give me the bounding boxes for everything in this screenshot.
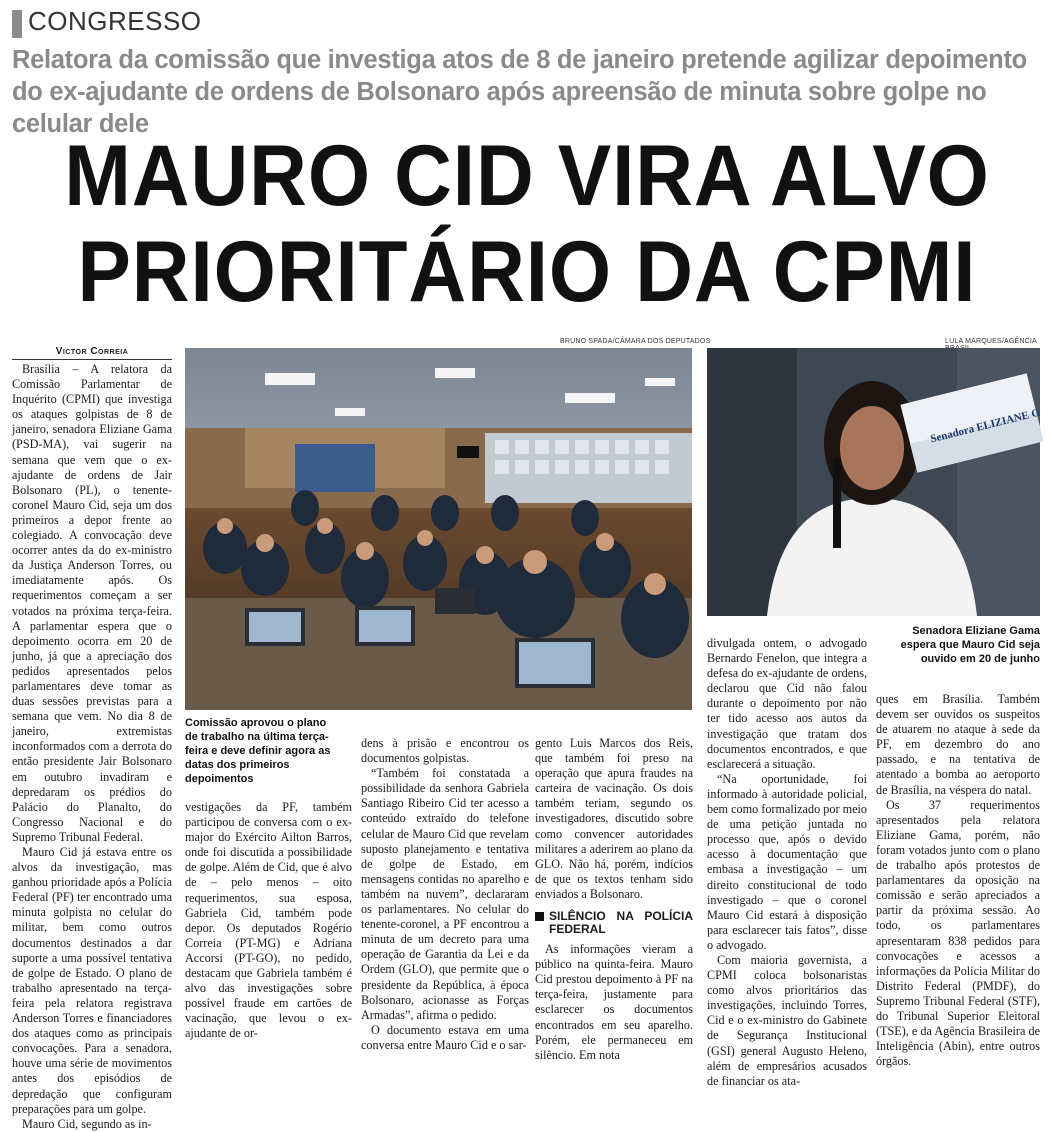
paragraph: gento Luis Marcos dos Reis, que também foi preso na operação que apura fraudes na carteira de vacinação. Os dois também teriam, segundo os investigadores, discutido sobre como convencer autoridades militares a aderirem ao plano da GLO. Não há, porém, indícios de que os textos tenham sido enviados a Bolsonaro. (535, 736, 693, 901)
paragraph: “Também foi constatada a possibilidade da senhora Gabriela Santiago Ribeiro Cid ter acesso a conteúdo extraído do telefone celular de Mauro Cid que revelam suposto planejamento e tentativa de golpe de Estado, em mensagens contidas no aparelho e também na nuvem”, declararam os parlamentares. No celular do tenente-coronel, a PF encontrou a minuta de um decreto para uma operação de Garantia da Lei e da Ordem (GLO), que permite que o presidente da República, à época Bolsonaro, acionasse as Forças Armadas”, afirma o pedido. (361, 766, 529, 1022)
main-photo-credit: BRUNO SPADA/CÂMARA DOS DEPUTADOS (560, 338, 711, 345)
deck-subtitle: Relatora da comissão que investiga atos de 8 de janeiro pretende agilizar depoimento do ex-ajudante de ordens de Bolsonaro após apreensão de minuta sobre golpe no celular dele (12, 46, 1027, 138)
article-column-2 (185, 800, 352, 1041)
article-column-5 (707, 636, 867, 1088)
paragraph: dens à prisão e encontrou os documentos golpistas. (361, 736, 529, 766)
paragraph: Com maioria governista, a CPMI coloca bolsonaristas como alvos prioritários das investigações, incluindo Torres, Cid e o ex-ministro do Gabinete de Segurança Institucional (GSI) general Augusto Heleno, além de empresários acusados de financiar os ata- (707, 952, 867, 1088)
paragraph: Os 37 requerimentos apresentados pela relatora Eliziane Gama, porém, não foram votados junto com o plano de trabalho após protestos de parlamentares da oposição na comissão e serão apreciados a partir da próxima sessão. Ao todo, os parlamentares apresentaram 838 pedidos para convocações e acessos a informações da Polícia Militar do Distrito Federal (PMDF), do Supremo Tribunal Federal (STF), do Tribunal Superior Eleitoral (TSE), e da Agência Brasileira de Inteligência (Abin), entre outros órgãos. (876, 797, 1040, 1069)
paragraph: As informações vieram a público na quinta-feira. Mauro Cid prestou depoimento à PF na terça-feira, justamente para esclarecer os documentos encontrados em seu aparelho. Porém, ele permaneceu em silêncio. Em nota (535, 942, 693, 1062)
headline-line-1: MAURO CID VIRA ALVO (64, 128, 990, 224)
paragraph: Mauro Cid, segundo as in- (22, 1116, 152, 1131)
headline-line-2: PRIORITÁRIO DA CPMI (77, 224, 977, 320)
headline (48, 128, 1006, 320)
section-marker (12, 10, 22, 38)
subheading-marker (535, 912, 544, 921)
subheading (535, 910, 693, 936)
main-photo-caption: Comissão aprovou o plano de trabalho na última terça-feira e deve definir agora as datas dos primeiros depoimentos (185, 717, 331, 785)
senator-photo (707, 348, 1040, 616)
paragraph: vestigações da PF, também participou de conversa com o ex-major do Exército Ailton Barros, onde foi discutida a possibilidade de golpe. Além de Cid, que é alvo de – pelo menos – oito requerimentos, sua esposa, Gabriela Cid, também pode depor. Os deputados Rogério Correia (PT-MG) e Adriana Accorsi (PT-GO), no pedido, destacam que Gabriela também é alvo das investigações sobre possível fraude em cartões de vacinação, que levou o ex-ajudante de or- (185, 800, 352, 1041)
section-label: CONGRESSO (28, 6, 202, 36)
paragraph: Brasília – A relatora da Comissão Parlamentar de Inquérito (CPMI) que investiga os ataques golpistas de 8 de janeiro, senadora Eliziane Gama (PSD-MA), vai sugerir na semana que vem que o ex-ajudante de ordens de Jair Bolsonaro (PL), o tenente-coronel Mauro Cid, seja um dos primeiros a depor frente ao colegiado. A convocação deve ocorrer antes da do ex-ministro da Justiça Anderson Torres, ou imediatamente após. Os requerimentos começam a ser votados na próxima terça-feira. A parlamentar espera que o depoimento ocorra em 20 de junho, já que a apreciação dos pedidos apresentados pelos parlamentares deve tomar as duas sessões previstas para a semana que vem. No dia 8 de janeiro, extremistas inconformados com a derrota do então presidente Jair Bolsonaro em outubro invadiram e depredaram os prédios do Palácio do Planalto, do Congresso Nacional e do Supremo Tribunal Federal. (12, 362, 172, 844)
paragraph: O documento estava em uma conversa entre Mauro Cid e o sar- (361, 1022, 529, 1052)
side-photo-caption: Senadora Eliziane Gama espera que Mauro Cid seja ouvido em 20 de junho (900, 625, 1040, 665)
byline: Victor Correia (12, 346, 172, 360)
senator-nameplate: Senadora ELIZIANE G (929, 406, 1042, 446)
side-photo-credit: LULA MARQUES/AGÊNCIA (945, 338, 1037, 345)
paragraph: Mauro Cid já estava entre os alvos da investigação, mas ganhou prioridade após a Polícia Federal (PF) ter encontrado uma minuta golpista no celular do militar, bem como outros documentos destinados a dar suporte a uma possível tentativa de golpe de Estado. O plano de trabalho apresentado na terça-feira pela relatora registrava Anderson Torres e financiadores dos ataques como as principais convocações. Para a senadora, houve uma série de movimentos antes dos episódios de depredação que configuram preparações para um golpe. (12, 845, 172, 1116)
article-column-1 (12, 362, 172, 1131)
paragraph: ques em Brasília. Também devem ser ouvidos os suspeitos de atuarem no ataque à sede da PF, em dezembro do ano passado, e na tentativa de atentado a bomba ao aeroporto de Brasília, na véspera do natal. (876, 692, 1040, 797)
article-column-4 (535, 736, 693, 1062)
paragraph: divulgada ontem, o advogado Bernardo Fenelon, que integra a defesa do ex-ajudante de ordens, declarou que Cid não falou durante o depoimento por não ter tido acesso aos autos da investigação que tratam dos documentos encontrados, e que esclarecerá a situação. (707, 636, 867, 771)
paragraph: “Na oportunidade, foi informado à autoridade policial, bem como formalizado por meio de uma petição juntada no processo que, após o devido acesso à documentação que embasa a investigação – um direito constitucional de todo investigado – que o coronel Mauro Cid estará à disposição para esclarecer tais fatos”, disse o advogado. (707, 771, 867, 952)
subheading-text: SILÊNCIO NA POLÍCIA FEDERAL (549, 909, 693, 937)
article-column-6 (876, 692, 1040, 1069)
article-column-3 (361, 736, 529, 1052)
committee-room-photo (185, 348, 692, 710)
